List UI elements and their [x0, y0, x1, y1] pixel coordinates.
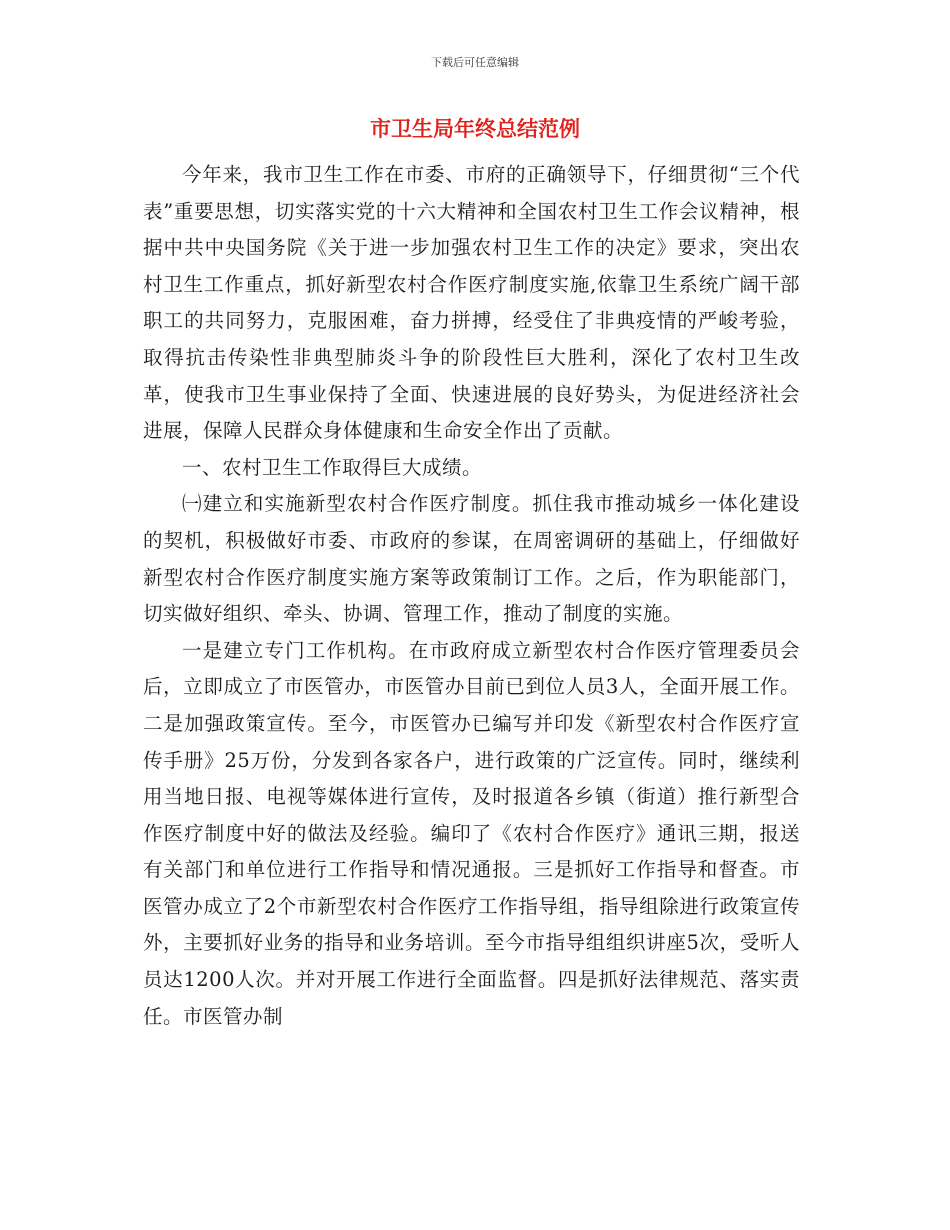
- header-note: 下载后可任意编辑: [431, 56, 519, 69]
- paragraph-measures: 一是建立专门工作机构。在市政府成立新型农村合作医疗管理委员会后，立即成立了市医管办，市医管办目前已到位人员3人，全面开展工作。二是加强政策宣传。至今，市医管办已编写并印发《新型农村合作医疗宣传手册》25万份，分发到各家各户，进行政策的广泛宣传。同时，继续利用当地日报、电视等媒体进行宣传，及时报道各乡镇（街道）推行新型合作医疗制度中好的做法及经验。编印了《农村合作医疗》通讯三期，报送有关部门和单位进行工作指导和情况通报。三是抓好工作指导和督查。市医管办成立了2个市新型农村合作医疗工作指导组，指导组除进行政策宣传外，主要抓好业务的指导和业务培训。至今市指导组组织讲座5次，受听人员达1200人次。并对开展工作进行全面监督。四是抓好法律规范、落实责任。市医管办制: [143, 638, 800, 1028]
- document-body: [143, 157, 800, 1035]
- document-title: 市卫生局年终总结范例: [370, 117, 580, 141]
- paragraph-subsection-1: ㈠建立和实施新型农村合作医疗制度。抓住我市推动城乡一体化建设的契机，积极做好市委、市政府的参谋，在周密调研的基础上，仔细做好新型农村合作医疗制度实施方案等政策制订工作。之后，作为职能部门，切实做好组织、牵头、协调、管理工作，推动了制度的实施。: [143, 492, 800, 626]
- paragraph-intro: 今年来，我市卫生工作在市委、市府的正确领导下，仔细贯彻“三个代表”重要思想，切实落实党的十六大精神和全国农村卫生工作会议精神，根据中共中央国务院《关于进一步加强农村卫生工作的决定》要求，突出农村卫生工作重点，抓好新型农村合作医疗制度实施,依靠卫生系统广阔干部职工的共同努力，克服困难，奋力拼搏，经受住了非典疫情的严峻考验，取得抗击传染性非典型肺炎斗争的阶段性巨大胜利，深化了农村卫生改革，使我市卫生事业保持了全面、快速进展的良好势头，为促进经济社会进展，保障人民群众身体健康和生命安全作出了贡献。: [143, 163, 800, 443]
- section-heading-1: 一、农村卫生工作取得巨大成绩。: [182, 455, 483, 479]
